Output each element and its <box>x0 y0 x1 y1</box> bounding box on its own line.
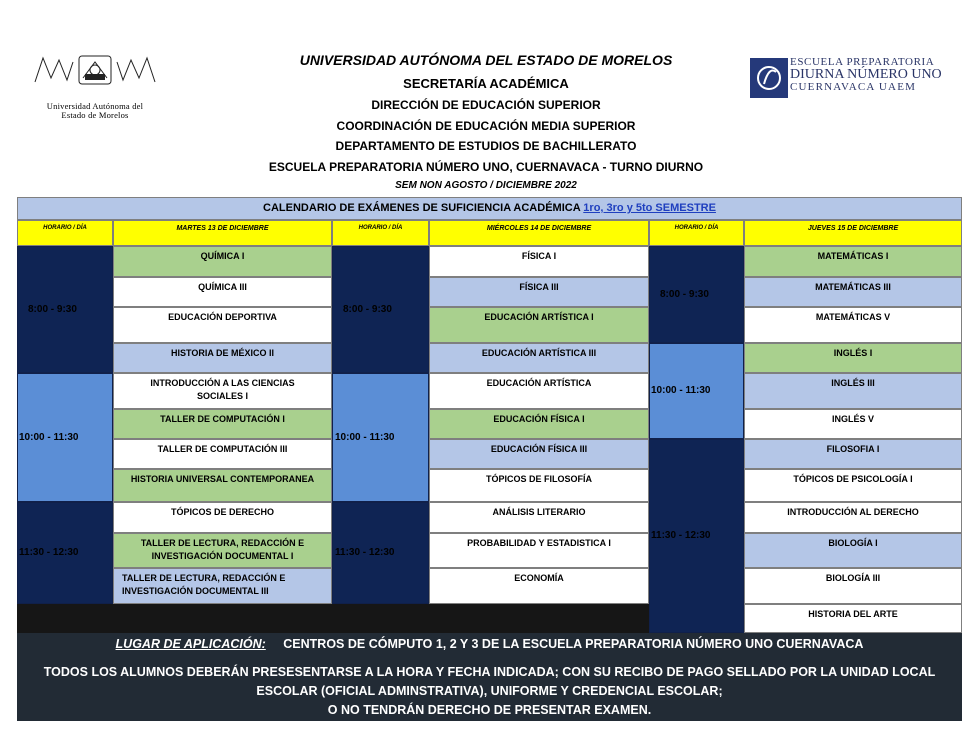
time-label-martes-2: 10:00 - 11:30 <box>19 432 79 443</box>
subject-cell: EDUCACIÓN ARTÍSTICA III <box>429 343 649 373</box>
aviso-line-2: ESCOLAR (OFICIAL ADMINSTRATIVA), UNIFORME Y CREDENCIAL ESCOLAR; <box>256 684 723 698</box>
subject-cell: HISTORIA DEL ARTE <box>744 604 962 633</box>
subject-cell: FÍSICA III <box>429 277 649 307</box>
prepa-logo-line-3: CUERNAVACA UAEM <box>790 81 917 93</box>
subject-cell: INGLÉS V <box>744 409 962 439</box>
subject-cell: TÓPICOS DE PSICOLOGÍA I <box>744 469 962 502</box>
subject-cell: QUÍMICA I <box>113 246 332 277</box>
subject-cell: PROBABILIDAD Y ESTADISTICA I <box>429 533 649 568</box>
subject-cell: TÓPICOS DE FILOSOFÍA <box>429 469 649 502</box>
university-title: UNIVERSIDAD AUTÓNOMA DEL ESTADO DE MORELOS <box>299 52 673 68</box>
day-header-martes: MARTES 13 DE DICIEMBRE <box>113 220 332 246</box>
aviso-line-1: TODOS LOS ALUMNOS DEBERÁN PRESESENTARSE A LA HORA Y FECHA INDICADA; CON SU RECIBO DE PAGO SELLADO POR LA UNIDAD LOCAL <box>43 665 936 679</box>
time-label-martes-3: 11:30 - 12:30 <box>19 547 79 558</box>
time-label-miercoles-2: 10:00 - 11:30 <box>335 432 395 443</box>
prepa-logo-line-2: DIURNA NÚMERO UNO <box>790 67 942 82</box>
subject-cell: MATEMÁTICAS III <box>744 277 962 307</box>
subject-cell: TALLER DE COMPUTACIÓN III <box>113 439 332 469</box>
calendar-title <box>17 197 962 220</box>
subject-cell: TÓPICOS DE DERECHO <box>113 502 332 533</box>
subject-cell: MATEMÁTICAS I <box>744 246 962 277</box>
horario-header-jueves: HORARIO / DÍA <box>649 220 744 246</box>
time-label-jueves-2: 10:00 - 11:30 <box>651 385 711 396</box>
subject-cell: ANÁLISIS LITERARIO <box>429 502 649 533</box>
subject-cell: TALLER DE LECTURA, REDACCIÓN E INVESTIGACIÓN DOCUMENTAL I <box>113 533 332 568</box>
subject-cell: MATEMÁTICAS V <box>744 307 962 343</box>
coordinacion-title: COORDINACIÓN DE EDUCACIÓN MEDIA SUPERIOR <box>336 119 636 133</box>
table-filler <box>17 604 649 633</box>
lugar-text: CENTROS DE CÓMPUTO 1, 2 Y 3 DE LA ESCUELA PREPARATORIA NÚMERO UNO CUERNAVACA <box>283 637 864 651</box>
subject-cell: QUÍMICA III <box>113 277 332 307</box>
subject-cell: EDUCACIÓN FÍSICA I <box>429 409 649 439</box>
subject-cell: INGLÉS I <box>744 343 962 373</box>
semestre-subtitle: SEM NON AGOSTO / DICIEMBRE 2022 <box>395 180 577 191</box>
lugar-label: LUGAR DE APLICACIÓN: <box>115 637 266 651</box>
subject-cell: INTRODUCCIÓN AL DERECHO <box>744 502 962 533</box>
time-label-jueves-1: 8:00 - 9:30 <box>660 289 709 300</box>
day-header-jueves: JUEVES 15 DE DICIEMBRE <box>744 220 962 246</box>
subject-cell: INTRODUCCIÓN A LAS CIENCIAS SOCIALES I <box>113 373 332 409</box>
subject-cell: EDUCACIÓN FÍSICA III <box>429 439 649 469</box>
subject-cell: FÍSICA I <box>429 246 649 277</box>
horario-header-martes: HORARIO / DÍA <box>17 220 113 246</box>
horario-header-miercoles: HORARIO / DÍA <box>332 220 429 246</box>
secretaria-title: SECRETARÍA ACADÉMICA <box>403 76 569 91</box>
subject-cell: EDUCACIÓN ARTÍSTICA I <box>429 307 649 343</box>
day-header-miercoles: MIÉRCOLES 14 DE DICIEMBRE <box>429 220 649 246</box>
subject-cell: HISTORIA DE MÉXICO II <box>113 343 332 373</box>
escuela-title: ESCUELA PREPARATORIA NÚMERO UNO, CUERNAVACA - TURNO DIURNO <box>268 160 704 174</box>
subject-cell: TALLER DE LECTURA, REDACCIÓN E INVESTIGACIÓN DOCUMENTAL III <box>113 568 332 604</box>
aviso-line-3: O NO TENDRÁN DERECHO DE PRESENTAR EXAMEN. <box>327 703 652 717</box>
time-label-miercoles-1: 8:00 - 9:30 <box>343 304 392 315</box>
departamento-title: DEPARTAMENTO DE ESTUDIOS DE BACHILLERATO <box>335 139 637 153</box>
semester-link[interactable]: 1ro, 3ro y 5to SEMESTRE <box>583 202 716 214</box>
subject-cell: ECONOMÍA <box>429 568 649 604</box>
time-label-miercoles-3: 11:30 - 12:30 <box>335 547 395 558</box>
direccion-title: DIRECCIÓN DE EDUCACIÓN SUPERIOR <box>371 98 601 112</box>
subject-cell: BIOLOGÍA I <box>744 533 962 568</box>
footer-notice <box>17 633 962 721</box>
prepa-logo-line-1: ESCUELA PREPARATORIA <box>790 56 935 68</box>
subject-cell: HISTORIA UNIVERSAL CONTEMPORANEA <box>113 469 332 502</box>
calendar-title-text: CALENDARIO DE EXÁMENES DE SUFICIENCIA ACADÉMICA <box>263 202 581 214</box>
uaem-caption-line-2: Estado de Morelos <box>61 110 129 120</box>
subject-cell: FILOSOFIA I <box>744 439 962 469</box>
subject-cell: INGLÉS III <box>744 373 962 409</box>
uaem-caption-line-1: Universidad Autónoma del <box>46 101 144 111</box>
subject-cell: TALLER DE COMPUTACIÓN I <box>113 409 332 439</box>
subject-cell: EDUCACIÓN ARTÍSTICA <box>429 373 649 409</box>
time-label-martes-1: 8:00 - 9:30 <box>28 304 77 315</box>
subject-cell: EDUCACIÓN DEPORTIVA <box>113 307 332 343</box>
subject-cell: BIOLOGÍA III <box>744 568 962 604</box>
time-label-jueves-3: 11:30 - 12:30 <box>651 530 711 541</box>
